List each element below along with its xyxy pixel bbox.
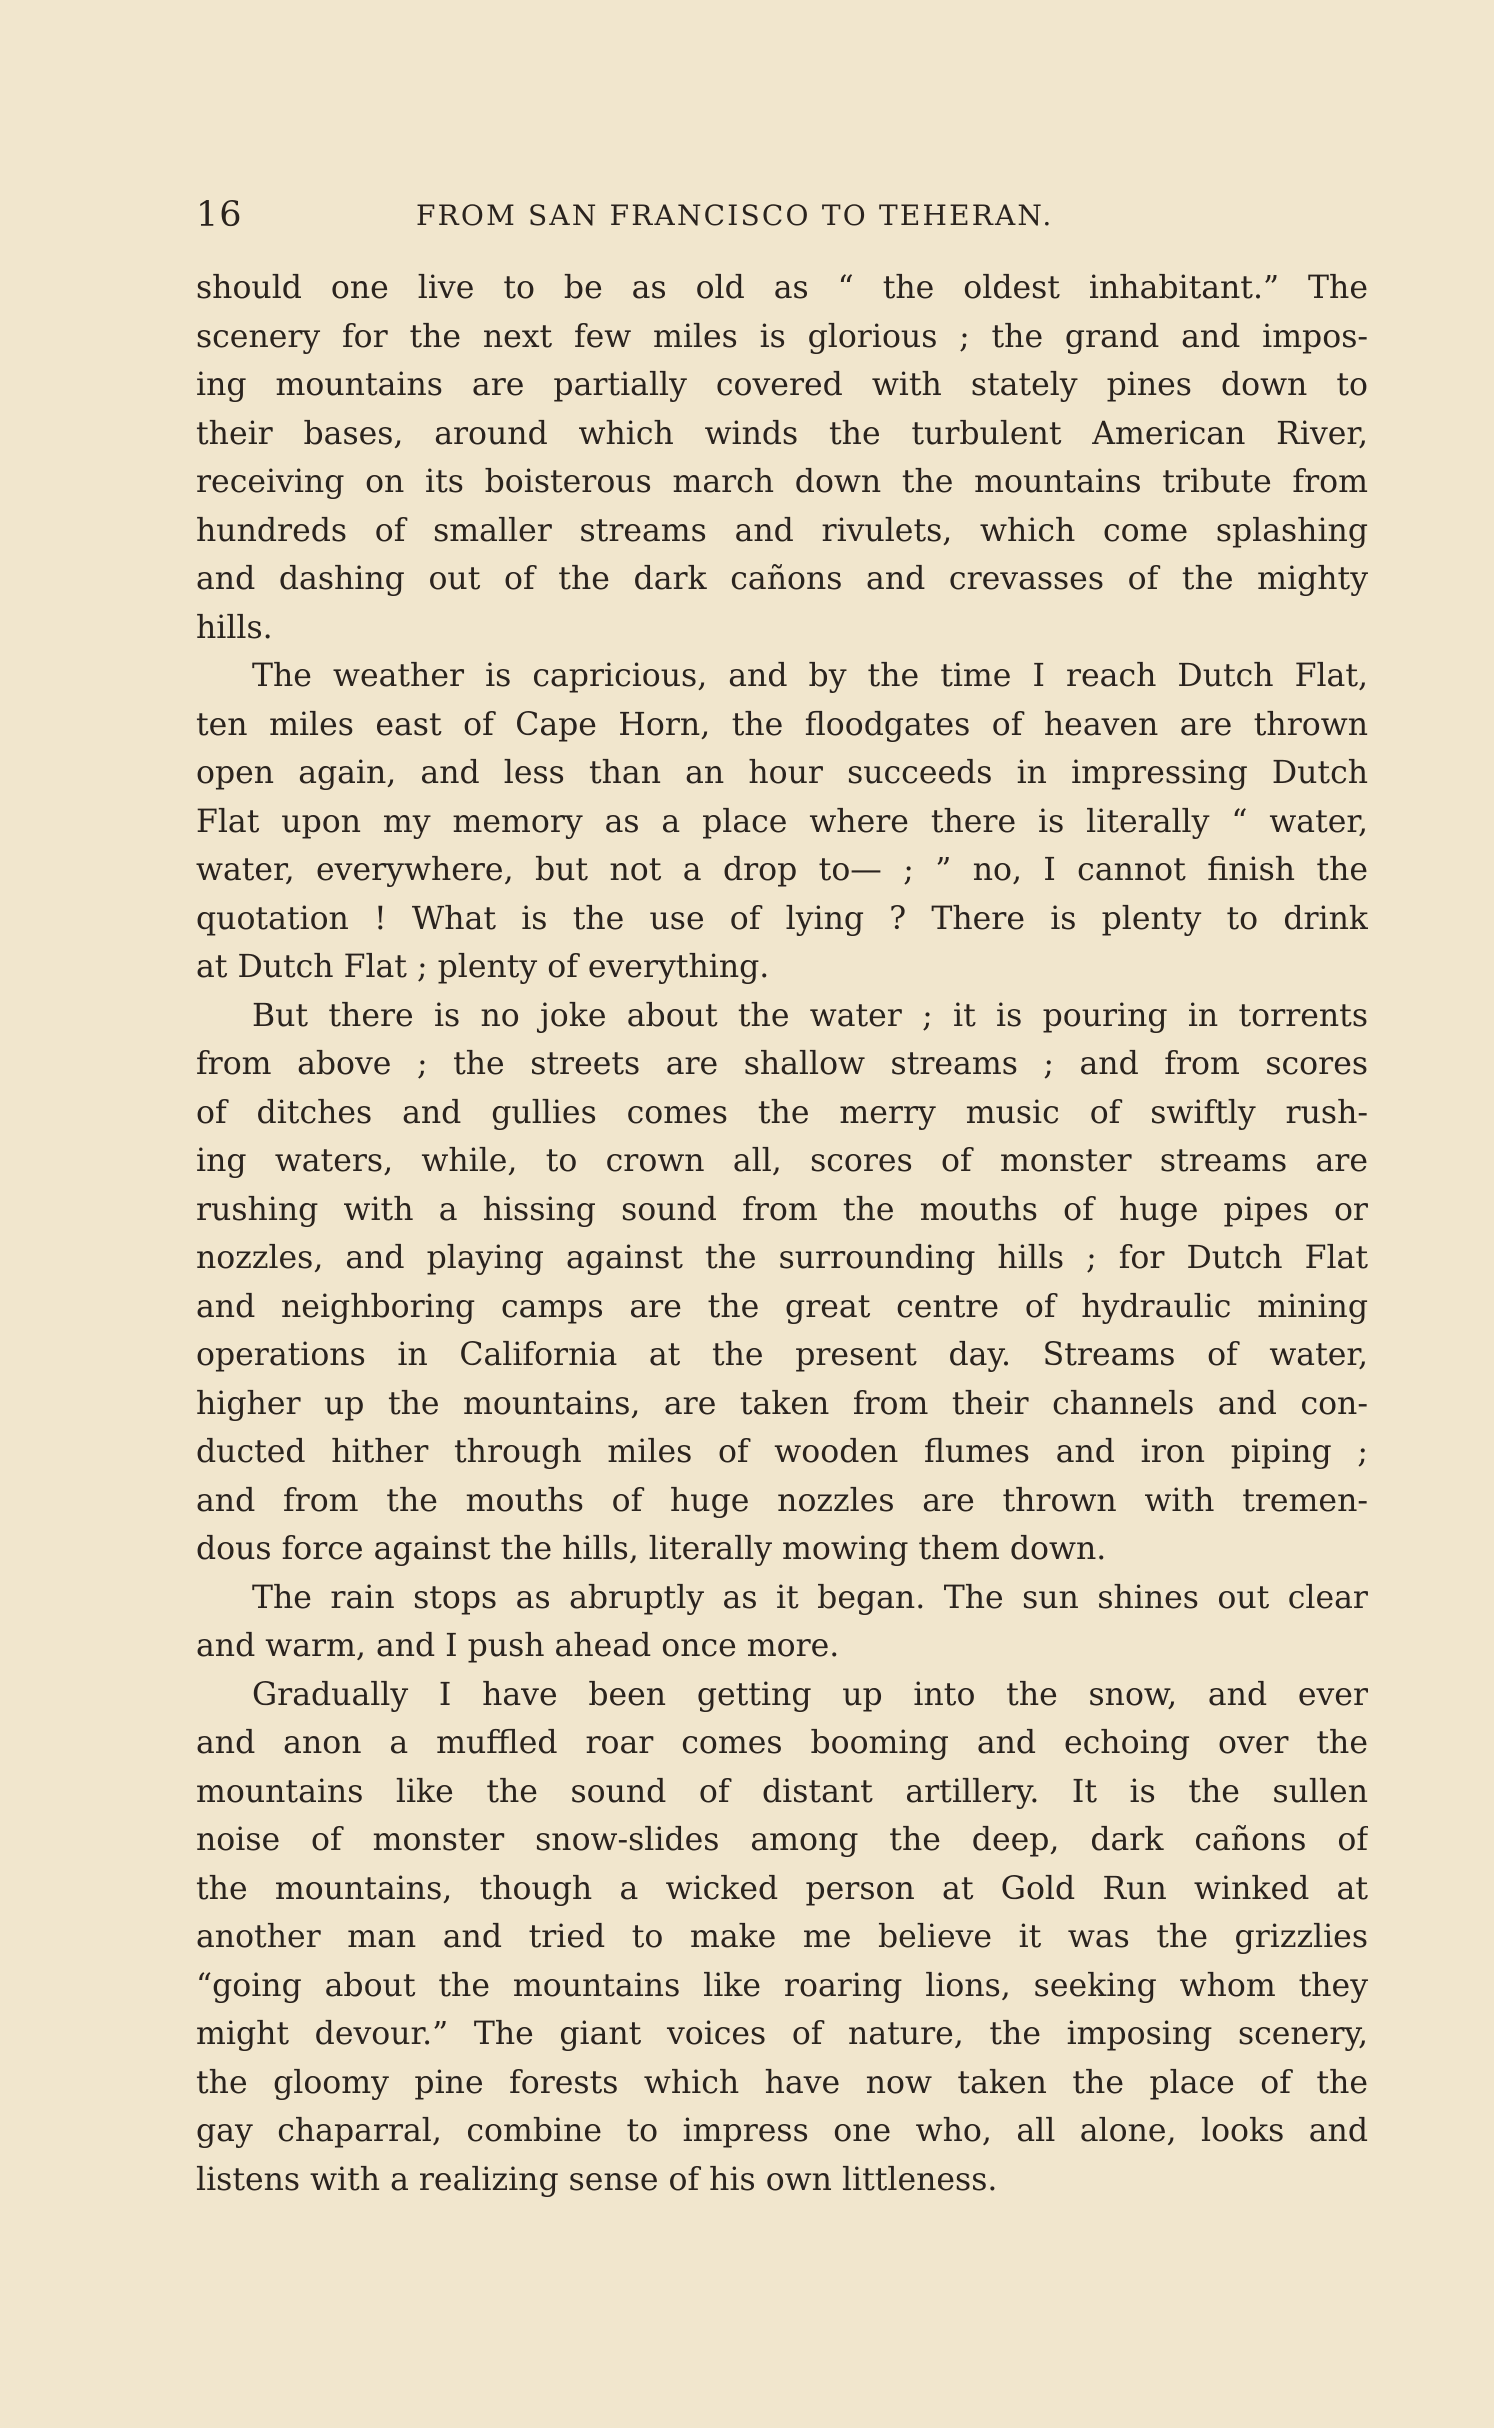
text-line: should one live to be as old as “ the oldest inhabitant.” The bbox=[196, 270, 1368, 306]
text-line: ten miles east of Cape Horn, the floodgates of heaven are thrown bbox=[196, 706, 1368, 743]
text-line: noise of monster snow-slides among the deep, dark cañons of bbox=[196, 1822, 1368, 1858]
text-line: at Dutch Flat ; plenty of everything. bbox=[196, 949, 770, 985]
text-line: hundreds of smaller streams and rivulets, which come splashing bbox=[196, 512, 1368, 549]
text-line: ducted hither through miles of wooden flumes and iron piping ; bbox=[196, 1434, 1368, 1470]
text-line: Flat upon my memory as a place where there is literally “ water, bbox=[196, 803, 1368, 840]
text-line: nozzles, and playing against the surrounding hills ; for Dutch Flat bbox=[196, 1240, 1368, 1276]
text-line: and anon a muffled roar comes booming and echoing over the bbox=[196, 1725, 1368, 1761]
text-line: listens with a realizing sense of his own littleness. bbox=[196, 2161, 998, 2198]
text-line: rushing with a hissing sound from the mouths of huge pipes or bbox=[196, 1191, 1368, 1228]
paragraph-start-line: The weather is capricious, and by the time I reach Dutch Flat, bbox=[252, 658, 1368, 694]
text-line: water, everywhere, but not a drop to— ; ” no, I cannot finish the bbox=[196, 852, 1368, 888]
text-line: and neighboring camps are the great centre of hydraulic mining bbox=[196, 1288, 1368, 1325]
text-line: the mountains, though a wicked person at Gold Run winked at bbox=[196, 1870, 1368, 1907]
text-line: receiving on its boisterous march down the mountains tribute from bbox=[196, 464, 1368, 500]
text-line: and dashing out of the dark cañons and crevasses of the mighty bbox=[196, 561, 1368, 597]
running-head: FROM SAN FRANCISCO TO TEHERAN. bbox=[416, 199, 1054, 232]
paragraph-start-line: Gradually I have been getting up into the snow, and ever bbox=[252, 1676, 1368, 1713]
text-line: quotation ! What is the use of lying ? There is plenty to drink bbox=[196, 900, 1368, 937]
text-line: their bases, around which winds the turbulent American River, bbox=[196, 415, 1368, 452]
text-line: and warm, and I push ahead once more. bbox=[196, 1628, 840, 1664]
paragraph-start-line: But there is no joke about the water ; it is pouring in torrents bbox=[252, 997, 1368, 1034]
text-line: and from the mouths of huge nozzles are thrown with tremen- bbox=[196, 1482, 1368, 1519]
body-text bbox=[196, 264, 1368, 2204]
text-line: operations in California at the present day. Streams of water, bbox=[196, 1337, 1368, 1373]
text-line: open again, and less than an hour succeeds in impressing Dutch bbox=[196, 755, 1368, 791]
text-line: higher up the mountains, are taken from their channels and con- bbox=[196, 1385, 1368, 1422]
text-line: might devour.” The giant voices of nature, the imposing scenery, bbox=[196, 2016, 1368, 2052]
text-line: another man and tried to make me believe it was the grizzlies bbox=[196, 1919, 1368, 1955]
page-header bbox=[196, 190, 1366, 240]
text-line: of ditches and gullies comes the merry music of swiftly rush- bbox=[196, 1094, 1368, 1131]
text-line: mountains like the sound of distant artillery. It is the sullen bbox=[196, 1773, 1368, 1810]
text-line: ing waters, while, to crown all, scores of monster streams are bbox=[196, 1143, 1368, 1179]
text-line: gay chaparral, combine to impress one who, all alone, looks and bbox=[196, 2113, 1368, 2149]
text-line: ing mountains are partially covered with stately pines down to bbox=[196, 367, 1368, 403]
text-line: from above ; the streets are shallow streams ; and from scores bbox=[196, 1046, 1368, 1082]
text-line: dous force against the hills, literally mowing them down. bbox=[196, 1531, 1107, 1567]
page-number: 16 bbox=[196, 195, 243, 235]
text-line: “going about the mountains like roaring lions, seeking whom they bbox=[196, 1967, 1368, 2004]
text-line: the gloomy pine forests which have now taken the place of the bbox=[196, 2064, 1368, 2101]
paragraph-start-line: The rain stops as abruptly as it began. The sun shines out clear bbox=[252, 1579, 1368, 1616]
text-line: scenery for the next few miles is glorious ; the grand and impos- bbox=[196, 318, 1368, 355]
text-line: hills. bbox=[196, 609, 273, 646]
